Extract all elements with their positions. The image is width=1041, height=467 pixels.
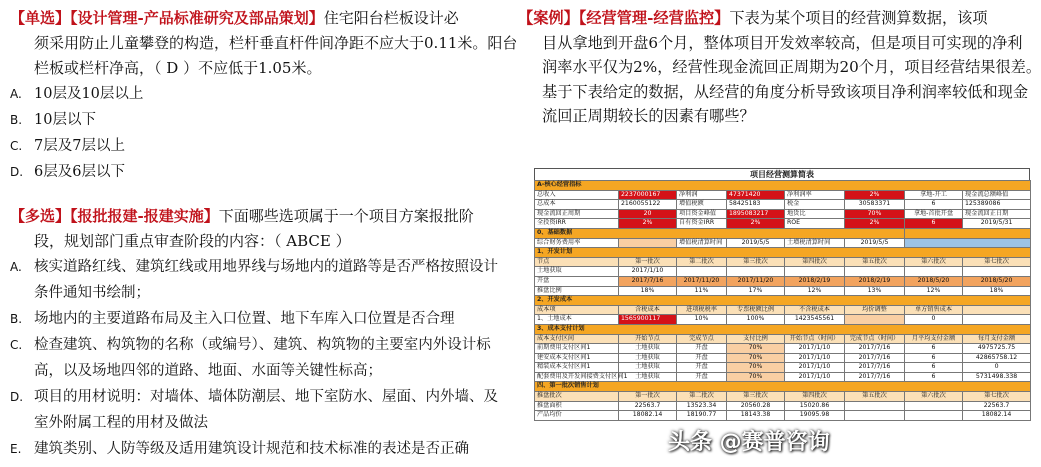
sheet-row [535,209,1031,219]
sheet-cell: 18143.38 [727,411,785,421]
sheet-cell [905,267,963,277]
sheet-cell: 第一批次 [619,392,677,402]
question-stem-line: 段，规划部门重点审查阶段的内容：（ ABCE ） [34,232,351,250]
sheet-cell [905,401,963,411]
question-topic-tag: 【报批报建-报建实施】 [70,207,219,225]
sheet-cell: 18% [963,286,1031,296]
sheet-cell [619,238,677,248]
sheet-cell: 自有资金IRR [677,219,727,229]
sheet-section-row [535,228,1031,238]
sheet-cell: 20560.28 [727,401,785,411]
sheet-cell: 70% [727,353,785,363]
question-stem-line: 【案例】【经营管理-经营监控】下表为某个项目的经营测算数据，该项 [518,9,988,27]
sheet-cell [785,267,845,277]
sheet-cell: 2018/5/20 [963,276,1031,286]
sheet-cell [963,305,1031,315]
sheet-cell: 0 [905,315,963,325]
option-c: C. 检查建筑、构筑物的名称（或编号）、建筑、构筑物的主要室内外设计标 [10,337,491,353]
option-b: B. 10层以下 [10,112,96,128]
sheet-cell: 推盘面积 [535,401,619,411]
sheet-cell: 2017/1/10 [785,344,845,354]
sheet-cell: 现金流回正日期 [963,209,1031,219]
option-b: B. 场地内的主要道路布局及主入口位置、地下车库入口位置是否合理 [10,311,455,327]
sheet-cell: 第四批次 [785,392,845,402]
sheet-cell: 13523.34 [677,401,727,411]
sheet-cell: 2% [845,219,905,229]
sheet-header-row [535,334,1031,344]
sheet-cell: 1423545561 [785,315,845,325]
sheet-cell [963,267,1031,277]
sheet-cell: 现金流总额峰值 [963,190,1031,200]
sheet-cell: 净利润率 [785,190,845,200]
sheet-row [535,190,1031,200]
sheet-cell: 土地获取 [619,363,677,373]
sheet-cell: 1565900117 [619,315,677,325]
sheet-cell: 推盘比例 [535,286,619,296]
sheet-cell: 专票税额比例 [727,305,785,315]
sheet-cell: 拿地-首批开盘 [905,209,963,219]
sheet-cell: 70% [727,344,785,354]
sheet-cell: 地货比 [785,209,845,219]
sheet-cell: 进项税税率 [677,305,727,315]
sheet-cell: 开始节点（时间） [785,334,845,344]
sheet-row [535,372,1031,382]
sheet-cell [727,267,785,277]
sheet-cell: 总收入 [535,190,619,200]
sheet-cell: 单方销售成本 [905,305,963,315]
sheet-cell: 精装成本支付区间1 [535,363,619,373]
sheet-cell: 土地获取 [619,344,677,354]
sheet-cell: 100% [727,315,785,325]
sheet-cell: 47371420 [727,190,785,200]
sheet-cell: 17% [727,286,785,296]
sheet-cell: 2% [619,219,677,229]
sheet-header-row [535,257,1031,267]
sheet-cell: 6 [905,363,963,373]
sheet-cell: 19095.98 [785,411,845,421]
question-topic-tag: 【设计管理-产品标准研究及部品策划】 [70,9,324,27]
sheet-cell: 含税成本 [619,305,677,315]
sheet-cell: 2018/2/19 [785,276,845,286]
sheet-table [534,180,1031,421]
sheet-cell: 第七批次 [963,392,1031,402]
sheet-cell: 全投资IRR [535,219,619,229]
sheet-cell: 6 [905,344,963,354]
question-stem-line: 须采用防止儿童攀登的构造，栏杆垂直杆件间净距不应大于0.11米。阳台 [34,34,518,52]
question-type-tag: 【多选】 [10,207,71,225]
sheet-cell: 建安成本支付区间1 [535,353,619,363]
question-stem-line: 基于下表给定的数据，从经营的角度分析导致该项目净利润率较低和现金 [542,82,1028,101]
sheet-cell: 完成节点（时间） [845,334,905,344]
sheet-cell: 土增税清算时间 [785,238,845,248]
question-stem-line: 流回正周期较长的因素有哪些？ [542,107,755,125]
question-stem-line: 【多选】【报批报建-报建实施】下面哪些选项属于一个项目方案报批阶 [10,207,474,225]
sheet-cell: 前期费用支付区间1 [535,344,619,354]
sheet-row [535,286,1031,296]
sheet-cell: 配套费用及开发间接费支付区间1 [535,372,619,382]
sheet-cell: 2017/7/16 [619,276,677,286]
sheet-cell [845,267,905,277]
sheet-table-body [535,181,1031,421]
sheet-header-row [535,392,1031,402]
question-stem-line: 目从拿地到开盘6个月，整体项目开发效率较高，但是项目可实现的净利 [542,33,1023,52]
sheet-cell: 2、开发成本 [535,296,1031,306]
sheet-cell: 第四批次 [785,257,845,267]
sheet-cell: 第一批次 [619,257,677,267]
sheet-cell: A-核心经营指标 [535,181,1031,191]
option-c-continued: 高，以及场地四邻的道路、地面、水面等关键性标高； [34,363,382,379]
sheet-cell: 3、成本支付计划 [535,324,1031,334]
option-d-continued: 室外附属工程的用材及做法 [34,415,208,431]
sheet-row [535,353,1031,363]
sheet-cell [963,315,1031,325]
sheet-cell: 12% [785,286,845,296]
sheet-section-row [535,248,1031,258]
sheet-cell: 1895083217 [727,209,785,219]
sheet-cell: 2017/7/16 [845,363,905,373]
sheet-cell: 70% [845,209,905,219]
sheet-cell: 2018/5/20 [905,276,963,286]
sheet-cell: 18082.14 [963,411,1031,421]
sheet-cell: 第三批次 [727,257,785,267]
option-a-continued: 条件通知书绘制； [34,285,150,301]
sheet-cell: 2017/1/10 [785,363,845,373]
sheet-cell: 2019/5/5 [727,238,785,248]
sheet-cell: 土地获取 [535,267,619,277]
sheet-cell: 土地获取 [619,353,677,363]
sheet-cell: 推盘批次 [535,392,619,402]
sheet-cell: 20 [619,209,677,219]
option-e: E. 建筑类别、人防等级及适用建筑设计规范和技术标准的表述是否正确 [10,441,469,457]
sheet-cell: 1、土地成本 [535,315,619,325]
option-a: A. 10层及10层以上 [10,86,144,102]
sheet-cell: 12% [905,286,963,296]
sheet-cell: 4975725.75 [963,344,1031,354]
sheet-cell: 2017/7/16 [845,344,905,354]
sheet-cell: 30583371 [845,200,905,210]
sheet-cell: 10% [677,315,727,325]
sheet-cell: 成本项 [535,305,619,315]
option-d: D. 项目的用材说明：对墙体、墙体防潮层、地下室防水、屋面、内外墙、及 [10,389,498,405]
sheet-cell: 125389086 [963,200,1031,210]
sheet-cell: 月平均支付金额 [905,334,963,344]
sheet-cell: 2018/2/19 [845,276,905,286]
question-topic-tag: 【经营管理-经营监控】 [578,9,730,27]
sheet-cell: 完成节点 [677,334,727,344]
watermark: 头条 @赛普咨询 [668,429,830,455]
sheet-cell: 18082.14 [619,411,677,421]
sheet-section-row [535,324,1031,334]
question-type-tag: 【单选】 [10,9,71,27]
sheet-cell: 第三批次 [727,392,785,402]
sheet-cell: 土地获取 [619,372,677,382]
sheet-cell: 拿地-开工 [905,190,963,200]
question-stem-line: 【单选】【设计管理-产品标准研究及部品策划】住宅阳台栏板设计必 [10,9,459,27]
sheet-cell: 净利润 [677,190,727,200]
sheet-cell: 15020.86 [785,401,845,411]
sheet-cell: 18% [619,286,677,296]
sheet-cell: 2% [727,219,785,229]
sheet-cell: 70% [727,363,785,373]
sheet-cell: 总成本 [535,200,619,210]
sheet-cell: 0、基础数据 [535,228,905,238]
sheet-cell [905,238,1031,248]
sheet-row [535,267,1031,277]
sheet-cell: 13% [845,286,905,296]
sheet-cell: 第五批次 [845,257,905,267]
sheet-cell [905,228,1031,238]
sheet-cell: 6 [905,200,963,210]
sheet-cell: 58425183 [727,200,785,210]
sheet-row [535,315,1031,325]
sheet-cell: 11% [677,286,727,296]
sheet-cell: 2019/5/5 [845,238,905,248]
sheet-row [535,200,1031,210]
question-stem-line: 栏板或栏杆净高，（ D ）不应低于1.05米。 [34,59,322,77]
sheet-cell: 2019/5/31 [963,219,1031,229]
sheet-section-row [535,382,1031,392]
sheet-cell: 18190.77 [677,411,727,421]
sheet-cell: 6 [905,353,963,363]
sheet-cell: 1、开发计划 [535,248,1031,258]
sheet-cell: 第五批次 [845,392,905,402]
sheet-cell: 2237000167 [619,190,677,200]
option-a: A. 核实道路红线、建筑红线或用地界线与场地内的道路等是否严格按照设计 [10,259,498,275]
sheet-cell: 第二批次 [677,257,727,267]
sheet-cell: 第七批次 [963,257,1031,267]
sheet-cell: 第六批次 [905,392,963,402]
sheet-cell [845,411,905,421]
sheet-section-row [535,296,1031,306]
sheet-cell: 开盘 [677,353,727,363]
sheet-cell: 开盘 [677,363,727,373]
sheet-cell: 节点 [535,257,619,267]
sheet-row [535,344,1031,354]
sheet-cell: 第二批次 [677,392,727,402]
question-stem-line: 润率水平仅为2%，经营性现金流回正周期为20个月，项目经营结果很差。 [542,58,1041,76]
sheet-cell [845,401,905,411]
sheet-cell: 开盘 [535,276,619,286]
sheet-cell: 2017/1/10 [785,353,845,363]
sheet-row [535,401,1031,411]
sheet-header-row [535,305,1031,315]
sheet-row [535,363,1031,373]
sheet-row [535,411,1031,421]
sheet-cell: 2017/11/20 [727,276,785,286]
sheet-cell: 增值税清算时间 [677,238,727,248]
sheet-cell: 6 [905,372,963,382]
sheet-cell: 开盘 [677,344,727,354]
sheet-cell: 0 [963,363,1031,373]
sheet-cell: 开始节点 [619,334,677,344]
sheet-cell: ROE [785,219,845,229]
sheet-cell: 2017/11/20 [677,276,727,286]
sheet-cell: 2160055122 [619,200,677,210]
sheet-title: 项目经营测算简表 [534,168,1030,180]
sheet-cell: 2017/7/16 [845,372,905,382]
option-c: C. 7层及7层以上 [10,138,125,154]
sheet-cell: 2017/1/10 [785,372,845,382]
sheet-cell: 税金 [785,200,845,210]
sheet-cell: 22563.7 [963,401,1031,411]
sheet-cell: 第六批次 [905,257,963,267]
question-case-study [518,6,1041,129]
sheet-row [535,238,1031,248]
sheet-row [535,219,1031,229]
sheet-cell: 均价调整 [845,305,905,315]
sheet-cell: 2017/1/10 [619,267,677,277]
sheet-row [535,276,1031,286]
question-single-choice [10,6,518,185]
sheet-cell: 70% [727,372,785,382]
sheet-cell: 2% [845,190,905,200]
sheet-section-row [535,181,1031,191]
sheet-cell [905,411,963,421]
sheet-cell: 综合财务费用率 [535,238,619,248]
sheet-cell: 5731498.338 [963,372,1031,382]
sheet-cell: 2017/7/16 [845,353,905,363]
sheet-cell: 现金流回正周期 [535,209,619,219]
sheet-cell: 22563.7 [619,401,677,411]
sheet-cell: 每月支付金额 [963,334,1031,344]
sheet-cell: 产品均价 [535,411,619,421]
sheet-cell [677,267,727,277]
sheet-cell: 6 [905,219,963,229]
question-multiple-choice [10,204,510,462]
sheet-cell: 项目资金峰值 [677,209,727,219]
sheet-cell: 开盘 [677,372,727,382]
sheet-cell: 42865758.12 [963,353,1031,363]
sheet-cell: 成本支付区间 [535,334,619,344]
sheet-cell: 不含税成本 [785,305,845,315]
sheet-cell: 增值税额 [677,200,727,210]
sheet-cell: 四、第一批次销售计划 [535,382,1031,392]
sheet-cell: 支付比例 [727,334,785,344]
sheet-cell [845,315,905,325]
question-type-tag: 【案例】 [518,9,579,27]
option-d: D. 6层及6层以下 [10,164,125,180]
